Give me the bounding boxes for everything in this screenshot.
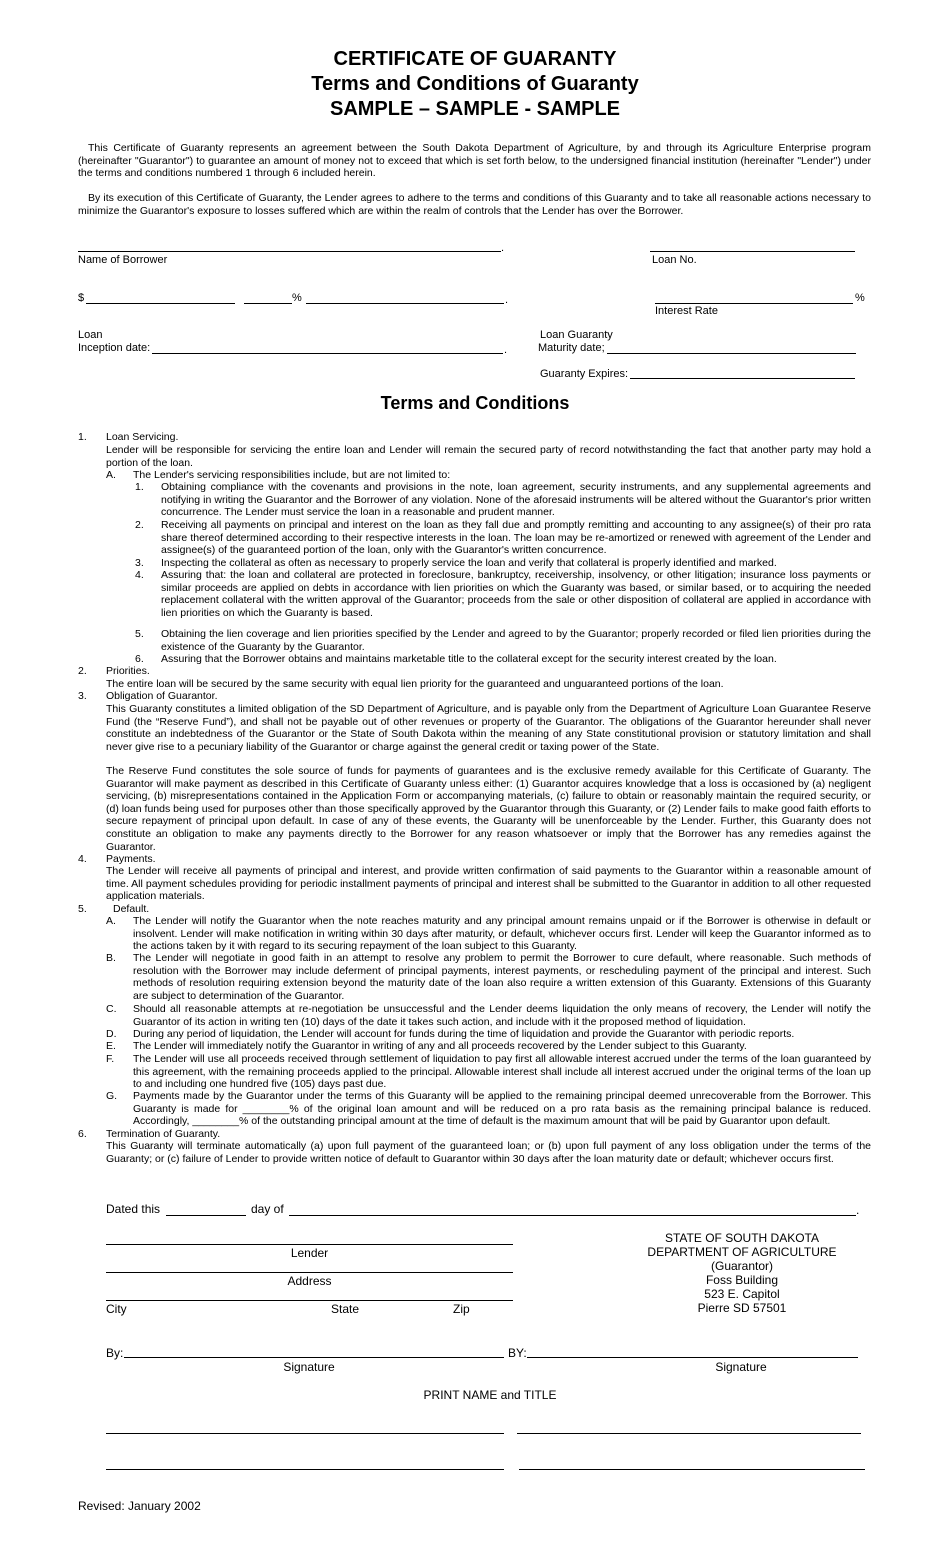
interest-percent-sign: % — [855, 292, 865, 304]
section-body: This Guaranty will terminate automatically (a) upon full payment of the guaranteed loan; or (b) upon full payment of any loss obligation under the terms of the Guaranty; or (c) failure of Lender to provide written notice of default to Guarantor within 30 days after the loan maturity date or default; whichever occurs first. — [106, 1140, 871, 1165]
subitem-text: Receiving all payments on principal and interest on the loan as they fall due and promptly remitting and accounting to any assignee(s) of their pro rata share thereof determined according to their respective interests in the loan. The loan may be re-amortized or renewed with agreement of the Lender and assignee(s) of the guaranteed portion of the loan, only with the Guarantor's written concurrence. — [161, 519, 871, 557]
section-number: 3. — [78, 690, 87, 702]
section-body: The Lender will receive all payments of principal and interest, and provide written confirmation of said payments to the Guarantor within a reasonable amount of time. All payment schedules providing for periodic installment payments of principal and interest shall be submitted to the Guarantor in addition to all other requested application materials. — [106, 865, 871, 903]
item-letter: D. — [106, 1028, 117, 1040]
item-text: The Lender will notify the Guarantor when the note reaches maturity and any principal amount remains unpaid or if the Borrower is otherwise in default or insolvent. Lender will make notification in writing within 30 days after maturity, or default, whichever occurs first. Lender will keep the Guarantor informed as to the actions taken by it with regard to its securing repayment of the loan subject to this Guaranty. — [133, 915, 871, 953]
item-text: Payments made by the Guarantor under the terms of this Guaranty will be applied to the remaining principal deemed unrecoverable from the Borrower. This Guaranty is made for ________% of the original loan amount and will be reduced on a pro rata basis as the remaining principal balance is reduced. Accordingly, ________% of the outstanding principal amount at the time of default is the maximum amount that will be paid by Guarantor upon default. — [133, 1090, 871, 1128]
item-text: The Lender's servicing responsibilities include, but are not limited to: — [133, 469, 451, 481]
section-number: 5. — [78, 903, 87, 915]
subitem-text: Obtaining the lien coverage and lien priorities specified by the Lender and agreed to by the Guarantor; properly recorded or filed lien priorities during the existence of the Guaranty by the Guarantor. — [161, 628, 871, 653]
lender-label: Lender — [290, 1246, 329, 1260]
guarantor-line: (Guarantor) — [710, 1259, 774, 1273]
section-body: Lender will be responsible for servicing the entire loan and Lender will remain the secured party of record notwithstanding the fact that another party may hold a portion of the loan. — [106, 444, 871, 469]
section-heading: Payments. — [106, 853, 156, 865]
item-text: During any period of liquidation, the Lender will account for funds during the time of liquidation and provide the Guarantor with periodic reports. — [133, 1028, 795, 1040]
subitem-number: 4. — [135, 569, 144, 581]
section-body: The Reserve Fund constitutes the sole source of funds for payments of guarantees and is the exclusive remedy available for this Certificate of Guaranty. The Guarantor will make payment as described in this Certificate of Guaranty unless either: (1) Guarantor acquires knowledge that a loss is occasioned by (a) negligent servicing, (b) misrepresentations contained in the Application Form or accompanying materials, (c) failure to obtain or reasonably maintain the required security, or (d) loan funds being used for purposes other than those specifically approved by the Guarantor through this Guaranty, or (2) Lender fails to make good faith efforts to secure repayment of principal upon default. In case of any of these events, the Guaranty will be unenforceable by the Lender. Further, this Guaranty does not constitute an obligation to make any payments directly to the Borrower for any reason whatsoever or imply that the Borrower has any remedies against the Guarantor. — [106, 765, 871, 853]
guaranty-expires-field[interactable] — [630, 378, 855, 379]
print-name-title-label: PRINT NAME and TITLE — [423, 1388, 557, 1402]
day-of-label: day of — [251, 1202, 284, 1216]
loan-label: Loan — [78, 329, 103, 341]
subitem-text: Inspecting the collateral as often as necessary to properly service the loan and verify that collateral is properly identified and marked. — [161, 557, 777, 569]
amount-field[interactable] — [86, 303, 235, 304]
item-text: The Lender will use all proceeds received through settlement of liquidation to pay first all allowable interest accrued under the terms of the loan guaranteed by this agreement, with the remaining proceeds applied to the principal. Allowable interest shall include all interest accrued under the original terms of the loan up to and including one hundred five (105) days past due. — [133, 1053, 871, 1091]
sample-banner: SAMPLE – SAMPLE - SAMPLE — [329, 98, 621, 120]
item-text: Should all reasonable attempts at re-negotiation be unsuccessful and the Lender deems liquidation the only means of recovery, the Lender will notify the Guarantor of its action in writing ten (10) days of the date it takes such action, and include with it the proposed method of liquidation. — [133, 1003, 871, 1028]
item-text: The Lender will immediately notify the Guarantor in writing of any and all proceeds recovered by the Lender subject to this Guaranty. — [133, 1040, 747, 1052]
by-label-lender: By: — [106, 1346, 124, 1360]
guarantor-signature-label: Signature — [715, 1360, 767, 1374]
guarantor-line: STATE OF SOUTH DAKOTA — [664, 1231, 819, 1245]
section-heading: Loan Servicing. — [106, 431, 179, 443]
section-number: 1. — [78, 431, 87, 443]
period-mark: . — [504, 344, 508, 356]
inception-date-field[interactable] — [152, 353, 503, 354]
subitem-number: 6. — [135, 653, 144, 665]
section-body: This Guaranty constitutes a limited obligation of the SD Department of Agriculture, and is payable only from the Department of Agriculture Loan Guarantee Reserve Fund (the “Reserve Fund”), and shall not be payable out of other revenues or property of the Guarantor. The obligations of the Guarantor hereunder shall never constitute an indebtedness of the Guarantor or the State of South Dakota within the meaning of any State constitutional provision or statutory limitation and shall never give rise to a pecuniary liability of the Guarantor or charge against the general credit or taxing power of the State. — [106, 703, 871, 753]
dollar-sign: $ — [78, 292, 85, 304]
amount-description-field[interactable] — [306, 303, 504, 304]
section-number: 2. — [78, 665, 87, 677]
lender-print-name-field[interactable] — [106, 1433, 504, 1434]
dated-month-field[interactable] — [289, 1215, 856, 1216]
intro-paragraph-1: This Certificate of Guaranty represents an agreement between the South Dakota Department of Agriculture, by and through its Agriculture Enterprise program (hereinafter "Guarantor") to guarantee an amount of money not to exceed that which is set forth below, to the undersigned financial institution (hereinafter "Lender") under the terms and conditions numbered 1 through 6 included herein. — [78, 142, 871, 180]
city-label: City — [106, 1302, 127, 1316]
guarantor-line: Pierre SD 57501 — [697, 1301, 787, 1315]
period-mark: . — [505, 294, 509, 306]
lender-name-field[interactable] — [106, 1244, 513, 1245]
section-heading: Termination of Guaranty. — [106, 1128, 221, 1140]
section-heading: Obligation of Guarantor. — [106, 690, 218, 702]
lender-title-field[interactable] — [106, 1469, 504, 1470]
subitem-number: 2. — [135, 519, 144, 531]
guarantor-line: 523 E. Capitol — [704, 1287, 780, 1301]
interest-rate-field[interactable] — [655, 303, 853, 304]
section-number: 6. — [78, 1128, 87, 1140]
by-label-guarantor: BY: — [508, 1346, 527, 1360]
address-label: Address — [287, 1274, 332, 1288]
section-heading: Priorities. — [106, 665, 150, 677]
city-state-zip-field[interactable] — [106, 1300, 513, 1301]
guarantor-print-name-field[interactable] — [517, 1433, 861, 1434]
guarantor-signature-field[interactable] — [527, 1357, 858, 1358]
zip-label: Zip — [453, 1302, 470, 1316]
lender-signature-field[interactable] — [124, 1357, 504, 1358]
loan-guaranty-label: Loan Guaranty — [540, 329, 613, 341]
subitem-number: 5. — [135, 628, 144, 640]
interest-rate-label: Interest Rate — [655, 305, 718, 317]
item-letter: C. — [106, 1003, 117, 1015]
period-mark: . — [501, 242, 505, 254]
borrower-name-field[interactable] — [78, 251, 501, 252]
loan-no-label: Loan No. — [652, 254, 697, 266]
intro-paragraph-2: By its execution of this Certificate of Guaranty, the Lender agrees to adhere to the terms and conditions of this Guaranty and to take all reasonable actions necessary to minimize the Guarantor's exposure to losses suffered which are within the realm of controls that the Lender has over the Borrower. — [78, 192, 871, 217]
percent-sign: % — [292, 292, 302, 304]
guarantor-line: DEPARTMENT OF AGRICULTURE — [647, 1245, 837, 1259]
subitem-text: Assuring that the Borrower obtains and maintains marketable title to the collateral except for the security interest created by the loan. — [161, 653, 777, 665]
subitem-text: Obtaining compliance with the covenants and provisions in the note, loan agreement, security instruments, and any supplemental agreements and notifying in writing the Guarantor and the Borrower of any violation. None of the aforesaid instruments will be altered without the Guarantor's prior written concurrence. The Lender must service the loan in a reasonable and prudent manner. — [161, 481, 871, 519]
state-label: State — [331, 1302, 360, 1316]
document-subtitle: Terms and Conditions of Guaranty — [311, 73, 639, 95]
item-letter: F. — [106, 1053, 115, 1065]
lender-signature-label: Signature — [283, 1360, 335, 1374]
expires-label: Guaranty Expires: — [540, 368, 629, 380]
dated-this-label: Dated this — [106, 1202, 161, 1216]
subitem-number: 1. — [135, 481, 144, 493]
item-letter: G. — [106, 1090, 118, 1102]
percent-field[interactable] — [244, 303, 292, 304]
guarantor-line: Foss Building — [705, 1273, 779, 1287]
guarantor-title-field[interactable] — [519, 1469, 865, 1470]
section-body: The entire loan will be secured by the same security with equal lien priority for the guaranteed and unguaranteed portions of the loan. — [106, 678, 724, 690]
revised-date: Revised: January 2002 — [78, 1499, 201, 1513]
guarantor-address-block — [620, 1231, 864, 1315]
dated-day-field[interactable] — [166, 1215, 246, 1216]
terms-title: Terms and Conditions — [380, 393, 570, 413]
document-title: CERTIFICATE OF GUARANTY — [333, 48, 617, 70]
section-number: 4. — [78, 853, 87, 865]
borrower-label: Name of Borrower — [78, 254, 168, 266]
lender-address-field[interactable] — [106, 1272, 513, 1273]
item-text: The Lender will negotiate in good faith in an attempt to resolve any problem to permit the Borrower to cure default, where reasonable. Such methods of resolution with the Borrower may include deferment of principal payments, interest payments, or rescheduling payment of the principal and interest. Such methods of resolution requiring extension beyond the maturity date of the loan also require a written extension of this Guaranty. Extensions of this Guaranty are subject to determination of the Guarantor. — [133, 952, 871, 1002]
section-heading: Default. — [113, 903, 150, 915]
period-mark: . — [856, 1203, 860, 1217]
maturity-label: Maturity date; — [538, 342, 605, 354]
item-letter: A. — [106, 915, 116, 927]
subitem-text: Assuring that: the loan and collateral are protected in foreclosure, bankruptcy, receivership, insolvency, or other litigation; insurance loss payments or similar proceeds are applied on debts in accordance with lien priorities on which the Guaranty was based, or similar based, or to acquiring the needed replacement collateral with the written approval of the Guarantor; proceeds from the sale or other disposition of collateral are applied in accordance with lien priorities on which the Guaranty is based. — [161, 569, 871, 619]
loan-no-field[interactable] — [650, 251, 855, 252]
subitem-number: 3. — [135, 557, 144, 569]
item-letter: E. — [106, 1040, 116, 1052]
item-letter: A. — [106, 469, 116, 481]
maturity-date-field[interactable] — [607, 353, 856, 354]
inception-label: Inception date: — [78, 342, 151, 354]
item-letter: B. — [106, 952, 116, 964]
